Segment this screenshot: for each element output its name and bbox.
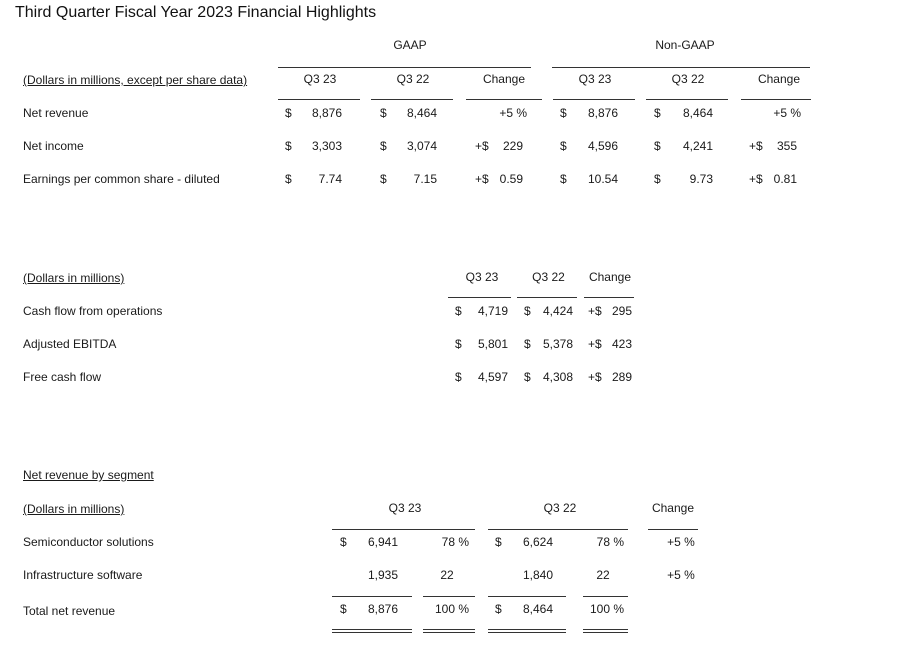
col-header-seg-q3-23: Q3 23 — [388, 501, 422, 515]
change-prefix: +$ — [588, 370, 602, 384]
value-cell: 4,719 — [477, 304, 508, 318]
col-header-cf-q3-22: Q3 22 — [532, 270, 565, 284]
currency-symbol: $ — [495, 602, 502, 616]
currency-symbol: $ — [380, 106, 387, 120]
change-cell: 355 — [776, 139, 797, 153]
value-cell: 8,876 — [367, 602, 398, 616]
row-label-eps-diluted: Earnings per common share - diluted — [23, 172, 220, 186]
col-header-gaap-q3-23: Q3 23 — [303, 72, 337, 86]
total-double-rule — [488, 629, 566, 633]
col-rule — [278, 99, 360, 100]
currency-symbol: $ — [524, 337, 531, 351]
currency-symbol: $ — [455, 304, 462, 318]
change-cell: +5 % — [499, 106, 527, 120]
value-cell: 4,308 — [542, 370, 573, 384]
percent-cell: 100 % — [589, 602, 624, 616]
currency-symbol: $ — [285, 106, 292, 120]
row-label-net-income: Net income — [23, 139, 84, 153]
value-cell: 7.15 — [413, 172, 437, 186]
currency-symbol: $ — [285, 139, 292, 153]
col-header-gaap-change: Change — [482, 72, 526, 86]
percent-cell: 78 % — [441, 535, 469, 549]
change-cell: 289 — [611, 370, 632, 384]
value-cell: 8,876 — [311, 106, 342, 120]
value-cell: 3,074 — [406, 139, 437, 153]
value-cell: 8,876 — [587, 106, 618, 120]
value-cell: 5,378 — [542, 337, 573, 351]
currency-symbol: $ — [380, 139, 387, 153]
total-double-rule — [583, 629, 628, 633]
value-cell: 6,624 — [522, 535, 553, 549]
currency-symbol: $ — [524, 304, 531, 318]
total-double-rule — [423, 629, 475, 633]
non-gaap-header-rule — [552, 67, 810, 68]
col-header-seg-q3-22: Q3 22 — [543, 501, 577, 515]
percent-cell: 22 — [596, 568, 610, 582]
currency-symbol: $ — [524, 370, 531, 384]
col-header-nongaap-change: Change — [757, 72, 801, 86]
subtotal-rule — [423, 596, 475, 597]
value-cell: 1,840 — [522, 568, 553, 582]
change-cell: +5 % — [667, 568, 695, 582]
change-prefix: +$ — [749, 172, 763, 186]
row-label-total-net-revenue: Total net revenue — [23, 604, 116, 618]
value-cell: 8,464 — [522, 602, 553, 616]
currency-symbol: $ — [654, 172, 661, 186]
value-cell: 8,464 — [406, 106, 437, 120]
value-cell: 4,597 — [477, 370, 508, 384]
change-cell: 0.81 — [773, 172, 797, 186]
currency-symbol: $ — [654, 106, 661, 120]
currency-symbol: $ — [495, 535, 502, 549]
value-cell: 6,941 — [367, 535, 398, 549]
value-cell: 9.73 — [689, 172, 713, 186]
col-rule — [741, 99, 811, 100]
currency-symbol: $ — [455, 337, 462, 351]
change-cell: 229 — [502, 139, 523, 153]
change-cell: 295 — [611, 304, 632, 318]
currency-symbol: $ — [340, 602, 347, 616]
currency-symbol: $ — [654, 139, 661, 153]
value-cell: 3,303 — [311, 139, 342, 153]
total-double-rule — [332, 629, 412, 633]
col-header-cf-change: Change — [588, 270, 632, 284]
value-cell: 4,424 — [542, 304, 573, 318]
subtotal-rule — [583, 596, 628, 597]
col-rule — [517, 297, 577, 298]
percent-cell: 100 % — [434, 602, 469, 616]
col-header-nongaap-q3-22: Q3 22 — [671, 72, 705, 86]
row-label-adjusted-ebitda: Adjusted EBITDA — [23, 337, 117, 351]
currency-symbol: $ — [455, 370, 462, 384]
col-rule — [584, 297, 634, 298]
row-label-infrastructure-software: Infrastructure software — [23, 568, 143, 582]
value-cell: 4,241 — [682, 139, 713, 153]
value-cell: 8,464 — [682, 106, 713, 120]
segment-units-label: (Dollars in millions) — [23, 502, 125, 516]
col-rule — [466, 99, 542, 100]
row-label-cash-flow-operations: Cash flow from operations — [23, 304, 163, 318]
value-cell: 7.74 — [318, 172, 342, 186]
currency-symbol: $ — [560, 172, 567, 186]
currency-symbol: $ — [560, 106, 567, 120]
col-header-nongaap-q3-23: Q3 23 — [578, 72, 612, 86]
cashflow-units-label: (Dollars in millions) — [23, 271, 125, 285]
col-rule — [448, 297, 511, 298]
gaap-header: GAAP — [393, 38, 427, 52]
col-rule — [488, 529, 628, 530]
row-label-semiconductor-solutions: Semiconductor solutions — [23, 535, 154, 549]
col-header-seg-change: Change — [651, 501, 695, 515]
percent-cell: 22 — [440, 568, 454, 582]
change-prefix: +$ — [588, 304, 602, 318]
change-cell: 0.59 — [499, 172, 523, 186]
col-header-cf-q3-23: Q3 23 — [465, 270, 499, 284]
currency-symbol: $ — [340, 535, 347, 549]
change-cell: 423 — [611, 337, 632, 351]
currency-symbol: $ — [560, 139, 567, 153]
row-label-free-cash-flow: Free cash flow — [23, 370, 102, 384]
value-cell: 1,935 — [367, 568, 398, 582]
value-cell: 5,801 — [477, 337, 508, 351]
change-cell: +5 % — [773, 106, 801, 120]
col-rule — [371, 99, 453, 100]
change-prefix: +$ — [749, 139, 763, 153]
value-cell: 10.54 — [587, 172, 618, 186]
currency-symbol: $ — [380, 172, 387, 186]
units-label: (Dollars in millions, except per share data) — [23, 73, 248, 87]
col-rule — [553, 99, 635, 100]
col-rule — [646, 99, 728, 100]
row-label-net-revenue: Net revenue — [23, 106, 89, 120]
non-gaap-header: Non-GAAP — [655, 38, 715, 52]
page-title: Third Quarter Fiscal Year 2023 Financial Highlights — [15, 4, 377, 21]
col-header-gaap-q3-22: Q3 22 — [396, 72, 430, 86]
subtotal-rule — [332, 596, 412, 597]
percent-cell: 78 % — [596, 535, 624, 549]
col-rule — [648, 529, 698, 530]
change-prefix: +$ — [475, 139, 489, 153]
segment-heading: Net revenue by segment — [23, 468, 154, 482]
gaap-header-rule — [278, 67, 531, 68]
value-cell: 4,596 — [587, 139, 618, 153]
change-prefix: +$ — [475, 172, 489, 186]
currency-symbol: $ — [285, 172, 292, 186]
change-prefix: +$ — [588, 337, 602, 351]
col-rule — [332, 529, 475, 530]
change-cell: +5 % — [667, 535, 695, 549]
subtotal-rule — [488, 596, 566, 597]
